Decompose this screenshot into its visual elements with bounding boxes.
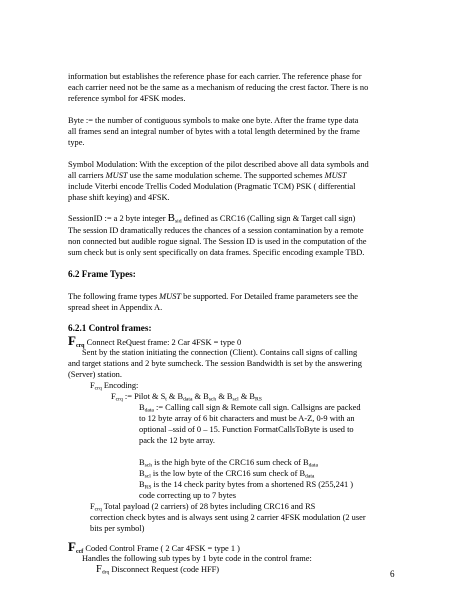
paragraph-text: bits per symbol) — [90, 524, 145, 533]
page-number: 6 — [390, 569, 395, 579]
paragraph-text: (Server) station. — [68, 370, 122, 379]
section-heading: 6.2 Frame Types: — [68, 269, 136, 279]
paragraph-text: to 12 byte array of 6 bit characters and must be A-Z, 0-9 with an — [139, 414, 355, 423]
paragraph-text: sum check but is only sent specifically on data frames. Specific encoding example TBD. — [68, 248, 365, 257]
paragraph-text: information but establishes the reference phase for each carrier. The reference phase for — [68, 72, 362, 81]
paragraph-text: $B_{sch}$ is the high byte of the CRC16 sum check of $B_{data}$ — [139, 458, 318, 469]
paragraph-text: all frames send an integral number of bytes with a total length determined by the frame — [68, 127, 360, 136]
paragraph-text: Symbol Modulation: With the exception of the pilot described above all data symbols and — [68, 160, 369, 169]
paragraph-text: correction check bytes and is always sent using 2 carrier 4FSK modulation (2 user — [90, 513, 366, 522]
paragraph-text: $F_{drq}$ Disconnect Request (code HFF) — [96, 564, 220, 576]
paragraph-text: Sent by the station initiating the connection (Client). Contains call signs of calling — [82, 348, 358, 357]
paragraph-text: non connected but audible rogue signal. The Session ID is used in the computation of the — [68, 237, 367, 246]
paragraph-text: $B_{RS}$ is the 14 check parity bytes from a shortened RS (255,241 ) — [139, 480, 354, 491]
paragraph-text: $F_{crq}$ Total payload (2 carriers) of 28 bytes including CRC16 and RS — [90, 502, 316, 513]
paragraph-text: reference symbol for 4FSK modes. — [68, 94, 186, 103]
paragraph-text: and target stations and 2 byte sumcheck. The session Bandwidth is set by the answering — [68, 359, 362, 368]
paragraph-text: all carriers MUST use the same modulation scheme. The supported schemes MUST — [68, 171, 347, 180]
paragraph-text: each carrier need not be the same as a mechanism of reducing the crest factor. There is no — [68, 83, 369, 92]
paragraph-text: The session ID dramatically reduces the chances of a session contamination by a remote — [68, 226, 364, 235]
paragraph-text: code correcting up to 7 bytes — [139, 491, 236, 500]
paragraph-text: phase shift keying) and 4FSK. — [68, 193, 170, 202]
paragraph-text: type. — [68, 138, 85, 147]
paragraph-text: Handles the following sub types by 1 byte code in the control frame: — [82, 554, 312, 563]
paragraph-text: $B_{scl}$ is the low byte of the CRC16 sum check of $B_{data}$ — [139, 469, 315, 480]
subsection-heading: 6.2.1 Control frames: — [68, 323, 152, 333]
paragraph-text: The following frame types MUST be supported. For Detailed frame parameters see the — [68, 292, 359, 301]
encoding-label: $F_{crq}$ Encoding: — [90, 381, 139, 392]
paragraph-text: optional –ssid of 0 – 15. Function FormatCallsToByte is used to — [139, 425, 354, 434]
frame-type-heading: $F_{ccf}$ Coded Control Frame ( 2 Car 4FSK = type 1 ) — [68, 539, 240, 555]
paragraph-text: include Viterbi encode Trellis Coded Modulation (Pragmatic TCM) PSK ( differential — [68, 182, 356, 191]
paragraph-text: $B_{data}$ := Calling call sign & Remote call sign. Callsigns are packed — [139, 403, 361, 414]
encoding-equation: $F_{crq}$ := Pilot & $S_t$ & $B_{data}$ & $B_{sch}$ & $B_{scl}$ & $B_{RS}$ — [111, 392, 262, 403]
paragraph-text: Byte := the number of contiguous symbols to make one byte. After the frame type data — [68, 116, 359, 125]
paragraph-text: SessionID := a 2 byte integer $B_{sid}$ defined as CRC16 (Calling sign & Target call sign) — [68, 212, 356, 225]
paragraph-text: pack the 12 byte array. — [139, 436, 215, 445]
frame-type-heading: $F_{crq}$ Connect ReQuest frame: 2 Car 4FSK = type 0 — [68, 333, 242, 349]
paragraph-text: spread sheet in Appendix A. — [68, 303, 163, 312]
